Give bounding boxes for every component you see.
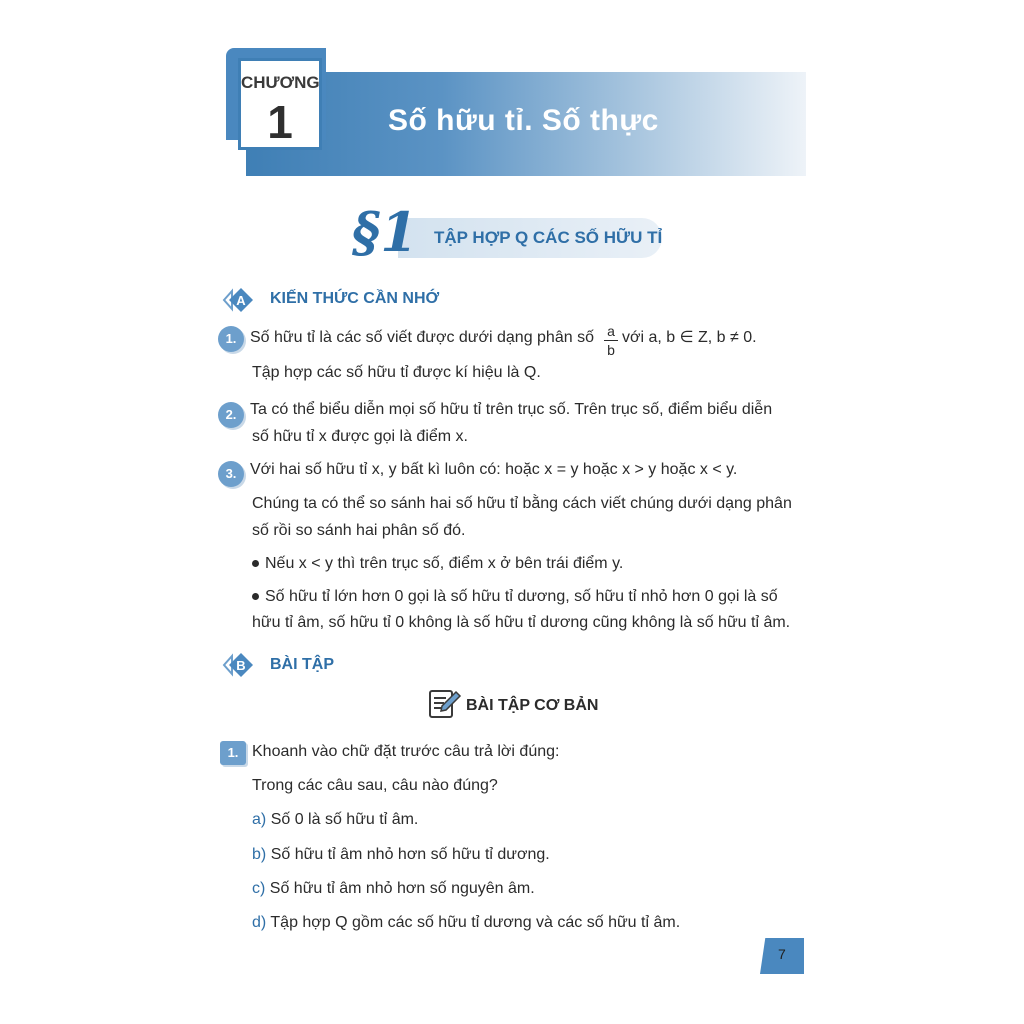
- option-b-letter: b): [252, 846, 267, 863]
- part-a-title: KIẾN THỨC CẦN NHỚ: [270, 290, 440, 307]
- fraction-a-over-b: [604, 323, 618, 358]
- item-1-number: 1.: [218, 326, 244, 352]
- fraction-bar: [604, 340, 618, 341]
- bullet-1-text: Nếu x < y thì trên trục số, điểm x ở bên trái điểm y.: [265, 555, 624, 572]
- item-1-line-2: Tập hợp các số hữu tỉ được kí hiệu là Q.: [252, 364, 541, 381]
- page-number: 7: [778, 946, 786, 962]
- option-d[interactable]: [252, 913, 680, 933]
- item-3-number: 3.: [218, 461, 244, 487]
- section-title: TẬP HỢP Q CÁC SỐ HỮU TỈ: [434, 228, 663, 247]
- bullet-icon: [252, 593, 259, 600]
- item-2-line-2: số hữu tỉ x được gọi là điểm x.: [252, 428, 468, 445]
- option-a[interactable]: [252, 810, 418, 830]
- bullet-2-text-line-1: Số hữu tỉ lớn hơn 0 gọi là số hữu tỉ dương, số hữu tỉ nhỏ hơn 0 gọi là số: [265, 588, 778, 605]
- exercise-1-question: Trong các câu sau, câu nào đúng?: [252, 777, 498, 794]
- item-3-bullet-2-line-2: hữu tỉ âm, số hữu tỉ 0 không là số hữu tỉ dương cũng không là số hữu tỉ âm.: [252, 614, 791, 631]
- notepad-pencil-icon: [428, 688, 462, 720]
- option-d-text: Tập hợp Q gồm các số hữu tỉ dương và các số hữu tỉ âm.: [270, 914, 681, 931]
- exercise-1-prompt: Khoanh vào chữ đặt trước câu trả lời đúng:: [252, 743, 560, 760]
- chapter-title: Số hữu tỉ. Số thực: [388, 104, 659, 137]
- chapter-number: 1: [267, 96, 293, 148]
- part-b-letter: B: [236, 658, 246, 673]
- item-3-bullet-2: [252, 587, 778, 607]
- fraction-denominator: b: [607, 342, 615, 358]
- item-2-line-1: Ta có thể biểu diễn mọi số hữu tỉ trên trục số. Trên trục số, điểm biểu diễn: [250, 401, 773, 418]
- option-a-letter: a): [252, 811, 267, 828]
- option-a-text: Số 0 là số hữu tỉ âm.: [270, 811, 419, 828]
- part-b-badge-icon: [218, 652, 264, 678]
- option-b[interactable]: [252, 845, 550, 865]
- item-3-line-2: Chúng ta có thể so sánh hai số hữu tỉ bằng cách viết chúng dưới dạng phân: [252, 495, 792, 512]
- exercise-subheading: BÀI TẬP CƠ BẢN: [466, 697, 599, 714]
- chapter-box: [238, 58, 322, 150]
- option-b-text: Số hữu tỉ âm nhỏ hơn số hữu tỉ dương.: [270, 846, 550, 863]
- chapter-label: CHƯƠNG: [241, 73, 320, 92]
- exercise-1-number: 1.: [220, 741, 246, 765]
- bullet-icon: [252, 560, 259, 567]
- option-c[interactable]: [252, 879, 535, 899]
- item-3-line-1: Với hai số hữu tỉ x, y bất kì luôn có: hoặc x = y hoặc x > y hoặc x < y.: [250, 461, 738, 478]
- part-b-title: BÀI TẬP: [270, 656, 334, 673]
- part-a-letter: A: [236, 293, 246, 308]
- item-1-text-end: với a, b ∈ Z, b ≠ 0.: [622, 329, 757, 346]
- part-a-badge-icon: [218, 287, 264, 313]
- option-c-text: Số hữu tỉ âm nhỏ hơn số nguyên âm.: [269, 880, 535, 897]
- option-c-letter: c): [252, 880, 266, 897]
- item-3-line-3: số rồi so sánh hai phân số đó.: [252, 522, 466, 539]
- fraction-numerator: a: [607, 323, 615, 339]
- option-d-letter: d): [252, 914, 267, 931]
- item-2-number: 2.: [218, 402, 244, 428]
- item-3-bullet-1: [252, 554, 623, 574]
- item-1-text-start: Số hữu tỉ là các số viết được dưới dạng phân số: [250, 329, 594, 346]
- section-mark: §1: [352, 200, 418, 264]
